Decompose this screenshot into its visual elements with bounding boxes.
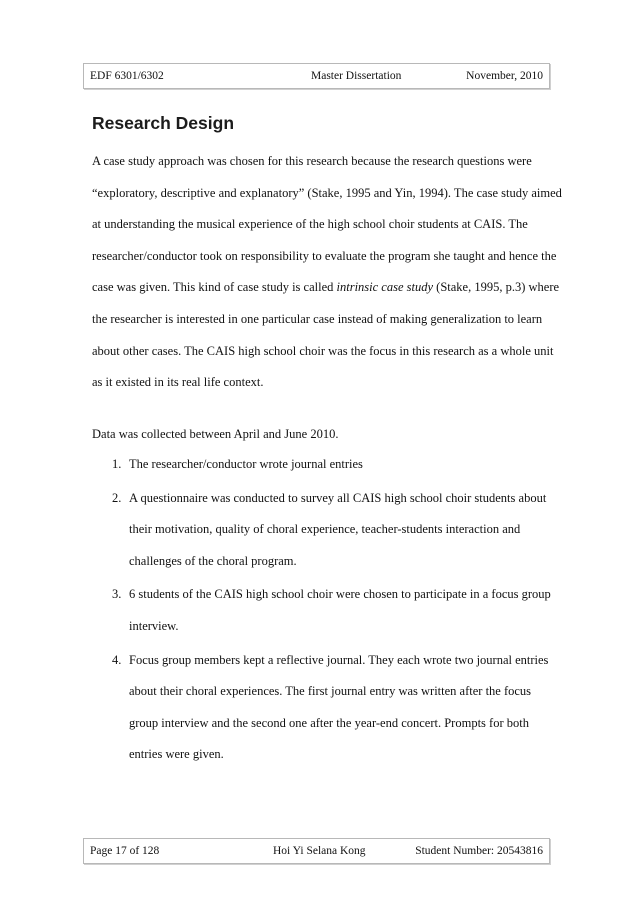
list-item — [92, 579, 562, 642]
footer-author: Hoi Yi Selana Kong — [273, 845, 366, 857]
list-item-number: 2. — [112, 490, 122, 505]
list-item — [92, 449, 562, 481]
list-item-text: Focus group members kept a reflective journal. They each wrote two journal entries about their choral experiences. The first journal entry was written after the focus group interview and the second one after the year-end concert. Prompts for both entries were given. — [129, 652, 549, 762]
intro-paragraph-text-1: A case study approach was chosen for this research because the research questions were “exploratory, descriptive and explanatory” (Stake, 1995 and Yin, 1994). The case study aimed at understanding the musical experience of the high school choir students at CAIS. The researcher/conductor took on responsibility to evaluate the program she taught and hence the case was given. This kind of case study is called — [92, 154, 562, 295]
page-header — [83, 63, 550, 89]
footer-page-number: Page 17 of 128 — [90, 845, 160, 857]
header-date: November, 2010 — [466, 70, 543, 82]
data-collection-paragraph: Data was collected between April and June 2010. — [92, 427, 339, 441]
list-item-number: 1. — [112, 457, 122, 471]
list-item-text: 6 students of the CAIS high school choir were chosen to participate in a focus group interview. — [129, 587, 551, 633]
list-item — [92, 483, 562, 578]
list-item-text: A questionnaire was conducted to survey all CAIS high school choir students about their motivation, quality of choral experience, teacher-students interaction and challenges of the choral program. — [129, 490, 547, 568]
section-heading: Research Design — [92, 113, 235, 133]
list-item-number: 3. — [112, 587, 122, 602]
list-item — [92, 645, 562, 771]
list-item-text: The researcher/conductor wrote journal entries — [129, 457, 363, 471]
page-footer — [83, 838, 550, 864]
header-course-code: EDF 6301/6302 — [90, 70, 164, 82]
data-collection-steps — [92, 449, 562, 773]
intro-paragraph — [92, 146, 562, 399]
list-item-number: 4. — [112, 652, 122, 667]
intrinsic-case-study-term: intrinsic case study — [336, 280, 434, 295]
footer-student-number: Student Number: 20543816 — [415, 845, 543, 857]
intro-paragraph-text-2: (Stake, 1995, p.3) where the researcher is interested in one particular case instead of making generalization to learn about other cases. The CAIS high school choir was the focus in this research as a whole unit as it existed in its real life context. — [92, 280, 560, 390]
header-document-title: Master Dissertation — [311, 70, 402, 82]
